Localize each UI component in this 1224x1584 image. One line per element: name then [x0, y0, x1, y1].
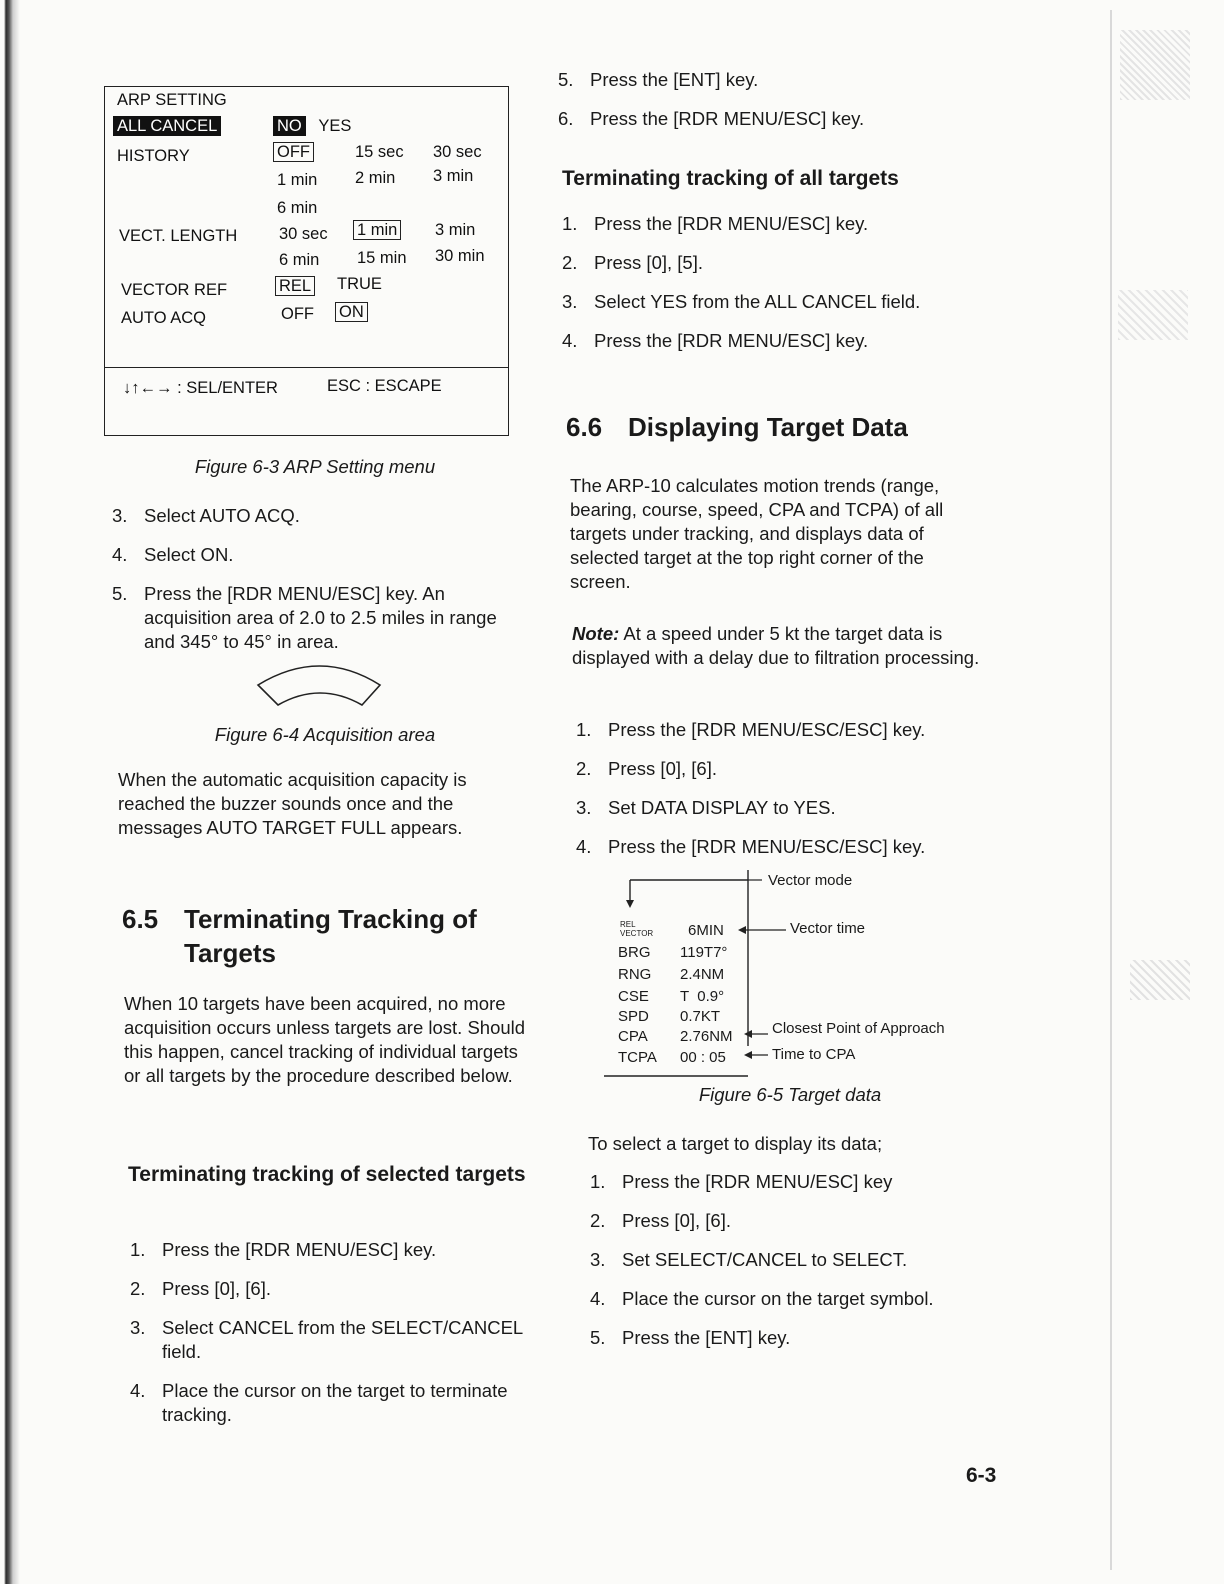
- list-item: [590, 1287, 990, 1311]
- data-value-cse: T 0.9°: [680, 988, 725, 1005]
- list-item: [562, 290, 982, 314]
- step-number: 2.: [562, 252, 578, 273]
- step-number: 2.: [576, 758, 592, 779]
- step-text: Select AUTO ACQ.: [144, 505, 300, 526]
- list-item: [590, 1326, 990, 1350]
- step-text: Press the [RDR MENU/ESC/ESC] key.: [608, 719, 926, 740]
- section-title: Displaying Target Data: [628, 412, 908, 442]
- list-item: [130, 1238, 542, 1262]
- data-key-brg: BRG: [618, 944, 651, 961]
- list-item: [590, 1170, 990, 1194]
- step-text: Press the [RDR MENU/ESC] key: [622, 1171, 893, 1192]
- list-item: [558, 68, 978, 92]
- step-number: 1.: [130, 1239, 146, 1260]
- step-number: 3.: [130, 1317, 146, 1338]
- tcpa-callout: Time to CPA: [772, 1046, 856, 1063]
- list-item: [130, 1316, 542, 1364]
- ten-targets-paragraph: When 10 targets have been acquired, no more acquisition occurs unless targets are lost. Should this happen, cancel tracking of individual targets or all targets by the procedure described below.: [124, 993, 526, 1086]
- scan-binding-edge: [0, 0, 22, 1584]
- step-number: 2.: [590, 1210, 606, 1231]
- acquisition-area-sector-diagram: [250, 655, 390, 715]
- list-item: [130, 1277, 542, 1301]
- step-number: 5.: [112, 583, 128, 604]
- list-item: [590, 1248, 990, 1272]
- right-steps-top: [558, 68, 978, 146]
- vect-option-30min[interactable]: 30 min: [435, 247, 485, 265]
- data-value-cpa: 2.76NM: [680, 1028, 733, 1045]
- list-item: [562, 329, 982, 353]
- list-item: [112, 543, 532, 567]
- history-option-30sec[interactable]: 30 sec: [433, 143, 482, 161]
- subheading-all-targets: Terminating tracking of all targets: [562, 167, 899, 190]
- list-item: [112, 582, 532, 654]
- figure-6-3-caption: Figure 6-3 ARP Setting menu: [194, 456, 436, 477]
- data-value-spd: 0.7KT: [680, 1008, 721, 1025]
- list-item: [576, 796, 996, 820]
- vector-time-label: Vector time: [790, 920, 866, 937]
- step-number: 4.: [562, 330, 578, 351]
- step-text: Place the cursor on the target to terminate tracking.: [162, 1380, 508, 1425]
- step-number: 3.: [576, 797, 592, 818]
- sub-all-wrap: [562, 164, 982, 194]
- auto-acq-label: AUTO ACQ: [121, 309, 206, 327]
- scan-speck: [1110, 10, 1112, 1570]
- step-number: 6.: [558, 108, 574, 129]
- data-value-brg: 119T7°: [680, 944, 728, 961]
- vector-ref-true-option[interactable]: TRUE: [337, 275, 382, 293]
- section-number: 6.6: [566, 412, 603, 442]
- cpa-callout: Closest Point of Approach: [772, 1020, 945, 1037]
- data-key-tcpa: TCPA: [618, 1049, 657, 1066]
- right-steps-all: [562, 212, 982, 368]
- sub-selected-wrap: [128, 1160, 528, 1190]
- auto-acq-off-option[interactable]: OFF: [281, 305, 314, 323]
- step-number: 5.: [590, 1327, 606, 1348]
- buzzer-paragraph: When the automatic acquisition capacity is reached the buzzer sounds once and the messages AUTO TARGET FULL appears.: [118, 769, 467, 838]
- step-text: Press the [ENT] key.: [590, 69, 759, 90]
- vect-option-3min[interactable]: 3 min: [435, 221, 476, 239]
- page-number: 6-3: [966, 1464, 997, 1487]
- list-item: [112, 504, 532, 528]
- step-text: Press [0], [5].: [594, 252, 703, 273]
- list-item: [562, 251, 982, 275]
- history-option-15sec[interactable]: 15 sec: [355, 143, 404, 161]
- ten-targets-paragraph-wrap: [124, 992, 536, 1088]
- left-steps-auto-acq: [112, 504, 532, 669]
- step-number: 3.: [562, 291, 578, 312]
- list-item: [590, 1209, 990, 1233]
- vect-option-15min[interactable]: 15 min: [357, 249, 407, 267]
- step-text: Press the [RDR MENU/ESC] key.: [594, 330, 869, 351]
- data-value-tcpa: 00 : 05: [680, 1049, 726, 1066]
- step-text: Press the [RDR MENU/ESC] key.: [162, 1239, 437, 1260]
- history-option-3min[interactable]: 3 min: [433, 167, 474, 185]
- note-label: Note:: [572, 623, 620, 644]
- arp-footer-keys: ↓↑←→ : SEL/ENTER: [123, 379, 278, 397]
- history-option-off[interactable]: OFF: [273, 142, 314, 162]
- step-number: 4.: [576, 836, 592, 857]
- target-data-figure: [600, 868, 990, 1083]
- figure-6-4-caption: Figure 6-4 Acquisition area: [214, 724, 436, 745]
- step-number: 5.: [558, 69, 574, 90]
- data-key-rng: RNG: [618, 966, 652, 983]
- step-text: Set SELECT/CANCEL to SELECT.: [622, 1249, 908, 1270]
- step-text: Set DATA DISPLAY to YES.: [608, 797, 836, 818]
- step-number: 4.: [130, 1380, 146, 1401]
- list-item: [576, 835, 996, 859]
- arp-menu-divider: [105, 367, 508, 368]
- note-paragraph: [572, 622, 984, 670]
- all-cancel-label[interactable]: ALL CANCEL: [113, 116, 221, 136]
- step-number: 1.: [576, 719, 592, 740]
- list-item: [576, 718, 996, 742]
- right-steps-display: [576, 718, 996, 874]
- figure-6-5-caption: Figure 6-5 Target data: [698, 1084, 882, 1105]
- arp-menu-title: ARP SETTING: [117, 91, 227, 109]
- vect-option-1min[interactable]: 1 min: [353, 220, 401, 240]
- all-cancel-yes-option[interactable]: YES: [318, 117, 352, 135]
- step-text: Press [0], [6].: [608, 758, 717, 779]
- step-number: 3.: [112, 505, 128, 526]
- vector-time-value: 6MIN: [688, 922, 724, 939]
- history-option-6min[interactable]: 6 min: [277, 199, 318, 217]
- vector-mode-label: Vector mode: [768, 872, 853, 889]
- scan-speck: [1120, 30, 1190, 100]
- left-steps-selected: [130, 1238, 542, 1442]
- vect-option-6min[interactable]: 6 min: [279, 251, 320, 269]
- section-6-5-heading-wrap: [122, 902, 542, 970]
- history-option-2min[interactable]: 2 min: [355, 169, 396, 187]
- step-number: 4.: [590, 1288, 606, 1309]
- data-key-cpa: CPA: [618, 1028, 648, 1045]
- select-paragraph-wrap: [588, 1132, 988, 1156]
- list-item: [558, 107, 978, 131]
- history-label: HISTORY: [117, 147, 190, 165]
- section-6-6-heading-wrap: [566, 410, 986, 444]
- history-option-1min[interactable]: 1 min: [277, 171, 318, 189]
- step-text: Select CANCEL from the SELECT/CANCEL field.: [162, 1317, 523, 1362]
- step-text: Place the cursor on the target symbol.: [622, 1288, 934, 1309]
- list-item: [576, 757, 996, 781]
- select-paragraph: To select a target to display its data;: [588, 1133, 883, 1154]
- calc-paragraph: The ARP-10 calculates motion trends (range, bearing, course, speed, CPA and TCPA) of all targets under tracking, and displays data of selected target at the top right corner of the screen.: [570, 475, 944, 592]
- step-text: Press [0], [6].: [622, 1210, 731, 1231]
- note-paragraph-wrap: [572, 622, 984, 670]
- step-number: 4.: [112, 544, 128, 565]
- acquisition-sector-outline: [258, 666, 380, 705]
- step-text: Select ON.: [144, 544, 234, 565]
- note-text: At a speed under 5 kt the target data is displayed with a delay due to filtration processing.: [572, 623, 980, 668]
- vector-ref-rel-option[interactable]: REL: [275, 276, 315, 296]
- scan-speck: [1130, 960, 1190, 1000]
- step-number: 2.: [130, 1278, 146, 1299]
- calc-paragraph-wrap: [570, 474, 982, 594]
- list-item: [562, 212, 982, 236]
- section-number: 6.5: [122, 904, 159, 934]
- step-text: Press the [RDR MENU/ESC] key.: [590, 108, 865, 129]
- step-number: 1.: [562, 213, 578, 234]
- step-text: Press the [RDR MENU/ESC] key.: [594, 213, 869, 234]
- step-text: Select YES from the ALL CANCEL field.: [594, 291, 921, 312]
- right-steps-select: [590, 1170, 990, 1365]
- step-text: Press the [RDR MENU/ESC] key. An acquisition area of 2.0 to 2.5 miles in range and 345° to 45° in area.: [144, 583, 497, 652]
- data-key-spd: SPD: [618, 1008, 649, 1025]
- subheading-selected-targets: Terminating tracking of selected targets: [128, 1163, 526, 1186]
- scan-speck: [1118, 290, 1188, 340]
- step-number: 3.: [590, 1249, 606, 1270]
- rel-vector-indicator: REL VECTOR: [620, 920, 654, 938]
- vect-option-30sec[interactable]: 30 sec: [279, 225, 328, 243]
- data-value-rng: 2.4NM: [680, 966, 725, 983]
- step-text: Press the [RDR MENU/ESC/ESC] key.: [608, 836, 926, 857]
- step-number: 1.: [590, 1171, 606, 1192]
- all-cancel-no-option[interactable]: NO: [273, 116, 306, 136]
- buzzer-paragraph-wrap: [118, 768, 530, 840]
- arp-footer-esc: ESC : ESCAPE: [327, 377, 442, 395]
- section-title: Terminating Tracking of Targets: [184, 904, 477, 968]
- vect-length-label: VECT. LENGTH: [119, 227, 238, 245]
- auto-acq-on-option[interactable]: ON: [335, 302, 368, 322]
- step-text: Press the [ENT] key.: [622, 1327, 791, 1348]
- section-6-6-heading: [566, 410, 986, 444]
- data-key-cse: CSE: [618, 988, 649, 1005]
- vector-ref-label: VECTOR REF: [121, 281, 228, 299]
- arp-setting-menu: [104, 86, 509, 436]
- step-text: Press [0], [6].: [162, 1278, 271, 1299]
- list-item: [130, 1379, 542, 1427]
- section-6-5-heading: [122, 902, 542, 970]
